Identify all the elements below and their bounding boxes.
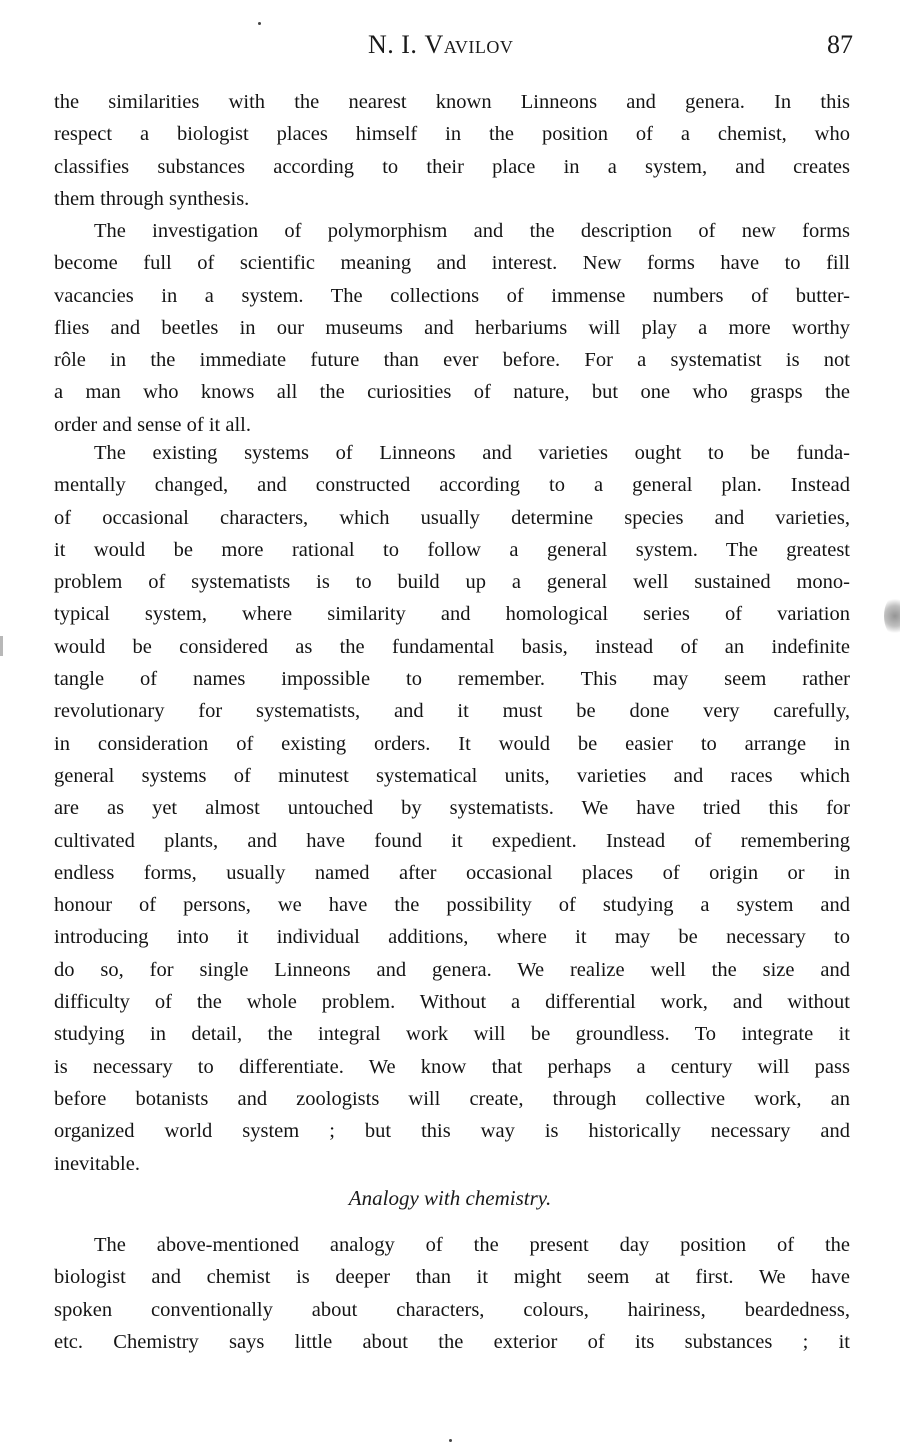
- text-line: The investigation of polymorphism and the description of new forms: [94, 220, 850, 242]
- text-line: spoken conventionally about characters, colours, hairiness, beardedness,: [54, 1298, 850, 1321]
- left-edge-mark: [0, 636, 3, 656]
- text-line: a man who knows all the curiosities of nature, but one who grasps the: [54, 381, 850, 404]
- running-head-prefix: N. I.: [368, 30, 425, 59]
- margin-smudge: [884, 596, 900, 636]
- text-line: honour of persons, we have the possibility of studying a system and: [54, 894, 850, 917]
- text-line: of occasional characters, which usually determine species and varieties,: [54, 506, 850, 529]
- text-line: classifies substances according to their place in a system, and creates: [54, 155, 850, 178]
- running-header: [0, 26, 900, 66]
- text-line: are as yet almost untouched by systematists. We have tried this for: [54, 797, 850, 820]
- text-line: would be considered as the fundamental basis, instead of an indefinite: [54, 635, 850, 658]
- text-line: do so, for single Linneons and genera. We realize well the size and: [54, 958, 850, 981]
- text-line: is necessary to differentiate. We know that perhaps a century will pass: [54, 1055, 850, 1078]
- text-line: inevitable.: [54, 1152, 140, 1175]
- text-line: endless forms, usually named after occasional places of origin or in: [54, 861, 850, 884]
- scan-speck: [449, 1439, 452, 1442]
- text-line: typical system, where similarity and homological series of variation: [54, 603, 850, 626]
- running-head-name: Vavilov: [424, 30, 514, 59]
- text-line: etc. Chemistry says little about the exterior of its substances ; it: [54, 1330, 850, 1353]
- text-line: revolutionary for systematists, and it must be done very carefully,: [54, 700, 850, 723]
- scan-speck: [258, 22, 261, 25]
- text-line: the similarities with the nearest known Linneons and genera. In this: [54, 91, 850, 113]
- page-number: 87: [827, 30, 853, 59]
- running-head-author: [368, 30, 513, 60]
- paragraph-1: [54, 86, 850, 215]
- text-line: biologist and chemist is deeper than it might seem at first. We have: [54, 1266, 850, 1289]
- text-line: vacancies in a system. The collections of immense numbers of butter-: [54, 284, 850, 307]
- text-line: flies and beetles in our museums and herbariums will play a more worthy: [54, 316, 850, 339]
- text-line: general systems of minutest systematical units, varieties and races which: [54, 764, 850, 787]
- paragraph-3: [54, 437, 850, 1180]
- text-line: introducing into it individual additions, where it may be necessary to: [54, 926, 850, 949]
- text-line: difficulty of the whole problem. Without a differential work, and without: [54, 991, 850, 1014]
- text-line: in consideration of existing orders. It would be easier to arrange in: [54, 732, 850, 755]
- text-line: order and sense of it all.: [54, 413, 251, 436]
- paragraph-4: [54, 1229, 850, 1358]
- text-line: become full of scientific meaning and interest. New forms have to fill: [54, 252, 850, 275]
- text-line: The above-mentioned analogy of the present day position of the: [94, 1234, 850, 1256]
- text-line: mentally changed, and constructed according to a general plan. Instead: [54, 474, 850, 497]
- text-line: The existing systems of Linneons and varieties ought to be funda-: [94, 442, 850, 464]
- text-line: cultivated plants, and have found it expedient. Instead of remembering: [54, 829, 850, 852]
- text-line: before botanists and zoologists will create, through collective work, an: [54, 1087, 850, 1110]
- text-line: respect a biologist places himself in the position of a chemist, who: [54, 123, 850, 146]
- section-heading: Analogy with chemistry.: [348, 1186, 552, 1210]
- text-line: them through synthesis.: [54, 187, 250, 210]
- paragraph-2: [54, 215, 850, 441]
- text-line: studying in detail, the integral work will be groundless. To integrate it: [54, 1023, 850, 1046]
- text-line: organized world system ; but this way is historically necessary and: [54, 1120, 850, 1143]
- text-line: tangle of names impossible to remember. This may seem rather: [54, 668, 850, 691]
- text-line: problem of systematists is to build up a general well sustained mono-: [54, 571, 850, 594]
- text-line: it would be more rational to follow a general system. The greatest: [54, 538, 850, 561]
- text-line: rôle in the immediate future than ever before. For a systematist is not: [54, 349, 850, 372]
